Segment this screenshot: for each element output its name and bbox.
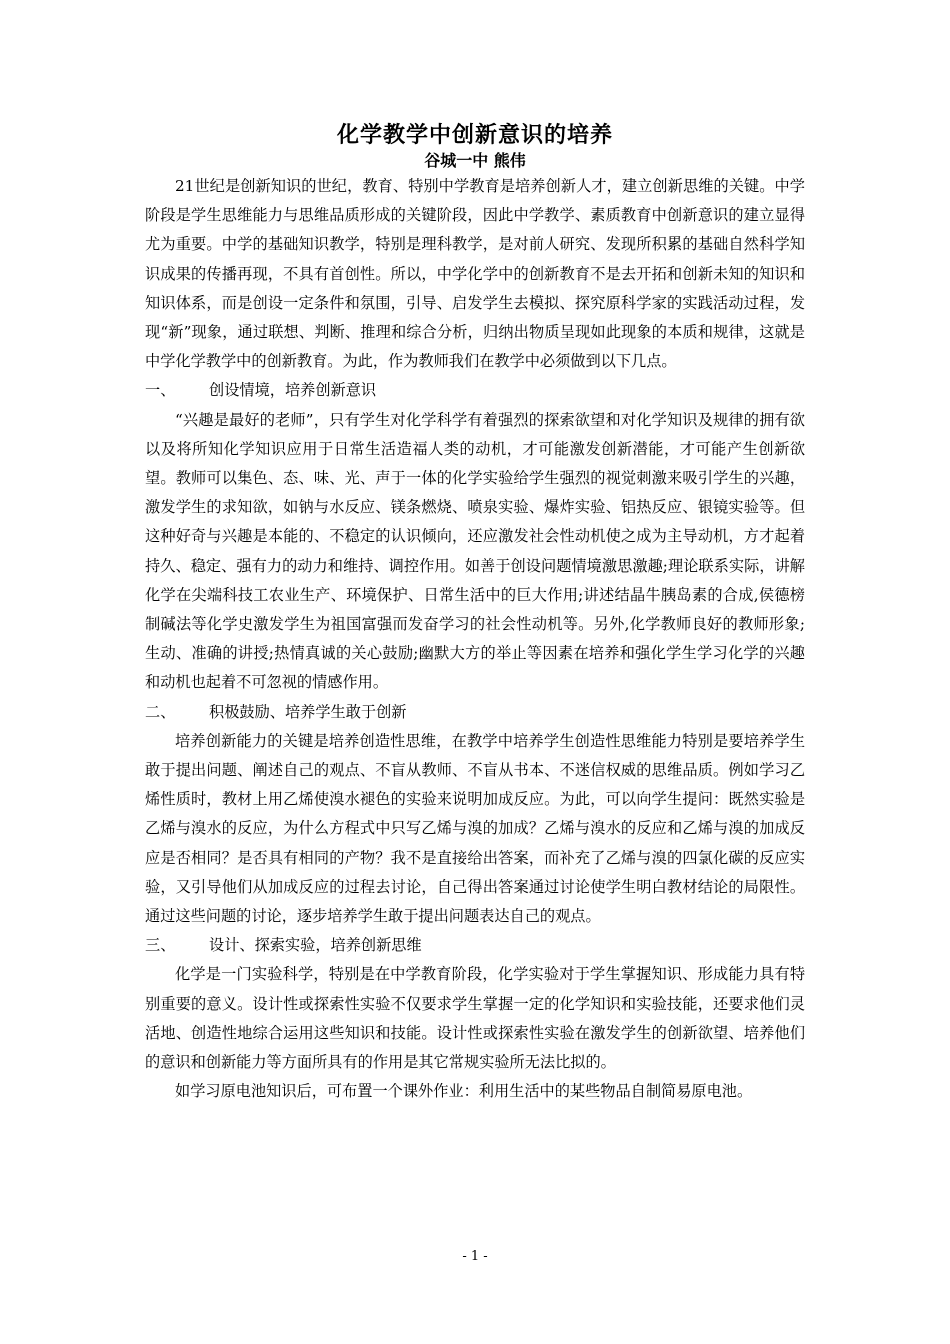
section-2-paragraph: 培养创新能力的关键是培养创造性思维，在教学中培养学生创造性思维能力特别是要培养学生敢于提出问题、阐述自己的观点、不盲从教师、不盲从书本、不迷信权威的思维品质。例如学习乙烯性质时，教材上用乙烯使溴水褪色的实验来说明加成反应。为此，可以向学生提问：既然实验是乙烯与溴水的反应，为什么方程式中只写乙烯与溴的加成？乙烯与溴水的反应和乙烯与溴的加成反应是否相同？是否具有相同的产物？我不是直接给出答案，而补充了乙烯与溴的四氯化碳的反应实验，又引导他们从加成反应的过程去讨论，自己得出答案通过讨论使学生明白教材结论的局限性。通过这些问题的讨论，逐步培养学生敢于提出问题表达自己的观点。 (145, 731, 805, 926)
section-number: 二、 (145, 702, 176, 721)
intro-paragraph: 21世纪是创新知识的世纪，教育、特别中学教育是培养创新人才，建立创新思维的关键。中学阶段是学生思维能力与思维品质形成的关键阶段，因此中学教学、素质教育中创新意识的建立显得尤为重要。中学的基础知识教学，特别是理科教学，是对前人研究、发现所积累的基础自然科学知识成果的传播再现，不具有首创性。所以，中学化学中的创新教育不是去开拓和创新未知的知识和知识体系，而是创设一定条件和氛围，引导、启发学生去模拟、探究原科学家的实践活动过程，发现“新”现象，通过联想、判断、推理和综合分析，归纳出物质呈现如此现象的本质和规律，这就是中学化学教学中的创新教育。为此，作为教师我们在教学中必须做到以下几点。 (145, 177, 805, 371)
section-number: 三、 (145, 936, 176, 955)
section-heading-text: 创设情境，培养创新意识 (209, 381, 377, 400)
document-title: 化学教学中创新意识的培养 (336, 122, 613, 148)
section-3-paragraph-2: 如学习原电池知识后，可布置一个课外作业：利用生活中的某些物品自制简易原电池。 (175, 1082, 753, 1101)
document-author: 谷城一中 熊伟 (424, 151, 526, 170)
section-heading-3 (145, 931, 805, 960)
section-heading-text: 设计、探索实验，培养创新思维 (209, 936, 422, 955)
document-body (145, 172, 805, 1107)
section-heading-2 (145, 698, 805, 727)
section-heading-text: 积极鼓励、培养学生敢于创新 (209, 702, 407, 721)
section-1-paragraph: “兴趣是最好的老师”，只有学生对化学科学有着强烈的探索欲望和对化学知识及规律的拥有欲以及将所知化学知识应用于日常生活造福人类的动机，才可能激发创新潜能，才可能产生创新欲望。教师可以集色、态、味、光、声于一体的化学实验给学生强烈的视觉刺激来吸引学生的兴趣，激发学生的求知欲，如钠与水反应、镁条燃烧、喷泉实验、爆炸实验、铝热反应、银镜实验等。但这种好奇与兴趣是本能的、不稳定的认识倾向，还应激发社会性动机使之成为主导动机，方才起着持久、稳定、强有力的动力和维持、调控作用。如善于创设问题情境激思激趣;理论联系实际，讲解化学在尖端科技工农业生产、环境保护、日常生活中的巨大作用;讲述结晶牛胰岛素的合成,侯德榜制碱法等化学史激发学生为祖国富强而发奋学习的社会性动机等。另外,化学教师良好的教师形象;生动、准确的讲授;热情真诚的关心鼓励;幽默大方的举止等因素在培养和强化学生学习化学的兴趣和动机也起着不可忽视的情感作用。 (145, 410, 805, 692)
section-3-paragraph-1: 化学是一门实验科学，特别是在中学教育阶段，化学实验对于学生掌握知识、形成能力具有特别重要的意义。设计性或探索性实验不仅要求学生掌握一定的化学知识和实验技能，还要求他们灵活地、创造性地综合运用这些知识和技能。设计性或探索性实验在激发学生的创新欲望、培养他们的意识和创新能力等方面所具有的作用是其它常规实验所无法比拟的。 (145, 965, 805, 1072)
section-number: 一、 (145, 381, 176, 400)
section-heading-1 (145, 376, 805, 405)
page-number: - 1 - (462, 1249, 488, 1264)
